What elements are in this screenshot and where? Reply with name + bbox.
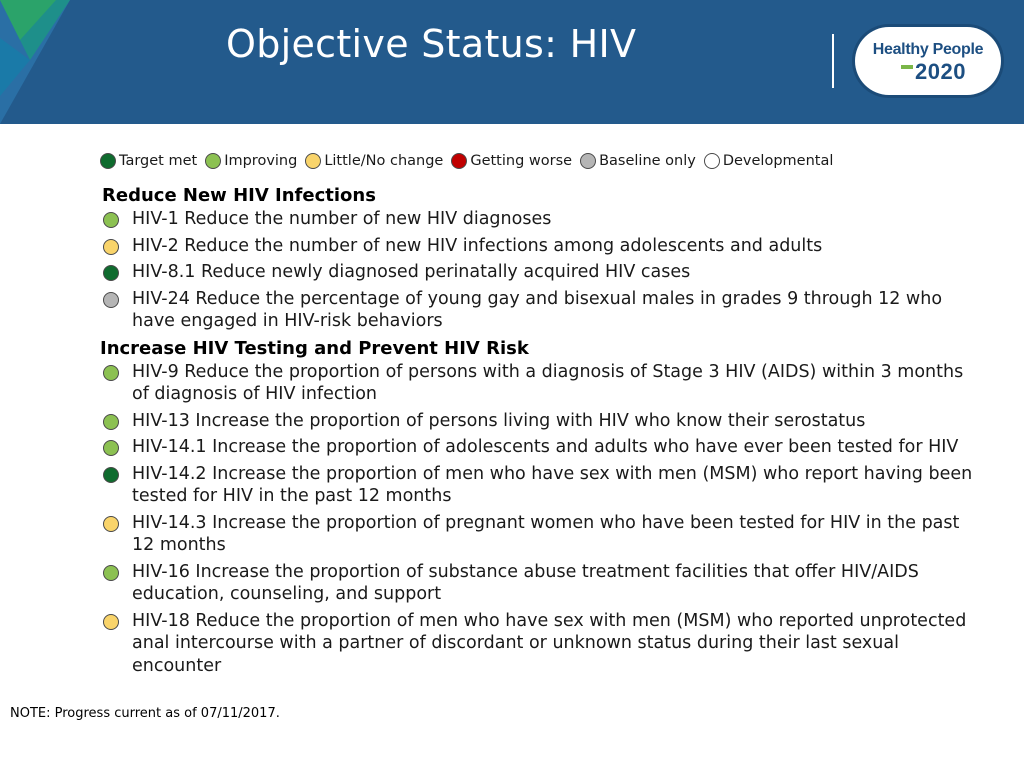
objective-item — [100, 512, 980, 557]
status-dot-icon — [103, 292, 119, 308]
legend-label: Baseline only — [599, 153, 696, 169]
legend-label: Developmental — [722, 153, 834, 169]
legend-item-baseline-only — [580, 153, 696, 169]
status-legend — [100, 150, 841, 172]
legend-item-developmental — [704, 153, 834, 169]
status-dot-icon — [305, 153, 321, 169]
status-dot-icon — [451, 153, 467, 169]
objective-text: HIV-24 Reduce the percentage of young gay and bisexual males in grades 9 through 12 who have engaged in HIV-risk behaviors — [132, 288, 943, 331]
objective-item — [100, 436, 980, 459]
status-dot-icon — [103, 212, 119, 228]
legend-label: Target met — [119, 153, 198, 169]
objective-item — [100, 463, 980, 508]
section-title: Increase HIV Testing and Prevent HIV Risk — [100, 337, 529, 359]
legend-item-target-met — [100, 153, 197, 169]
objective-item — [100, 261, 980, 284]
status-dot-icon — [103, 467, 119, 483]
objective-text: HIV-14.2 Increase the proportion of men who have sex with men (MSM) who report having been tested for HIV in the past 12 months — [132, 463, 973, 506]
status-dot-icon — [103, 239, 119, 255]
status-dot-icon — [580, 153, 596, 169]
status-dot-icon — [100, 153, 116, 169]
objective-text: HIV-14.3 Increase the proportion of pregnant women who have been tested for HIV in the past 12 months — [132, 512, 960, 555]
header-divider — [832, 34, 834, 88]
logo-accent-bar — [901, 65, 913, 69]
objective-text: HIV-9 Reduce the proportion of persons with a diagnosis of Stage 3 HIV (AIDS) within 3 months of diagnosis of HIV infection — [132, 361, 964, 404]
slide-header — [0, 0, 1024, 124]
status-dot-icon — [103, 516, 119, 532]
page-title: Objective Status: HIV — [226, 22, 637, 66]
legend-label: Little/No change — [324, 153, 444, 169]
logo-text: Healthy People — [872, 41, 984, 58]
progress-note: NOTE: Progress current as of 07/11/2017. — [10, 706, 280, 721]
objective-item — [100, 288, 980, 333]
objective-item — [100, 410, 980, 433]
status-dot-icon — [103, 265, 119, 281]
status-dot-icon — [205, 153, 221, 169]
objective-text: HIV-13 Increase the proportion of persons living with HIV who know their serostatus — [132, 410, 866, 431]
legend-label: Getting worse — [470, 153, 573, 169]
status-dot-icon — [103, 365, 119, 381]
legend-item-little-change — [305, 153, 443, 169]
status-dot-icon — [103, 614, 119, 630]
status-dot-icon — [103, 565, 119, 581]
objective-item — [100, 610, 980, 678]
objective-item — [100, 208, 980, 231]
section-title: Reduce New HIV Infections — [102, 185, 376, 206]
objective-text: HIV-16 Increase the proportion of substance abuse treatment facilities that offer HIV/AIDS education, counseling, and support — [132, 561, 919, 604]
objective-item — [100, 361, 980, 406]
objective-text: HIV-8.1 Reduce newly diagnosed perinatally acquired HIV cases — [132, 262, 691, 282]
logo-year: 2020 — [915, 59, 966, 84]
status-dot-icon — [103, 414, 119, 430]
objective-item — [100, 235, 980, 258]
objective-text: HIV-18 Reduce the proportion of men who have sex with men (MSM) who reported unprotected anal intercourse with a partner of discordant or unknown status during their last sexual encounter — [132, 610, 967, 676]
status-dot-icon — [704, 153, 720, 169]
legend-item-getting-worse — [451, 153, 572, 169]
objective-text: HIV-1 Reduce the number of new HIV diagnoses — [132, 209, 552, 229]
objectives-content — [100, 184, 980, 681]
legend-item-improving — [205, 153, 297, 169]
objective-item — [100, 561, 980, 606]
legend-label: Improving — [224, 153, 298, 169]
objective-text: HIV-2 Reduce the number of new HIV infections among adolescents and adults — [132, 235, 823, 256]
objective-text: HIV-14.1 Increase the proportion of adolescents and adults who have ever been tested for HIV — [132, 437, 959, 457]
header-decoration — [0, 0, 80, 124]
status-dot-icon — [103, 440, 119, 456]
healthy-people-logo — [855, 27, 1001, 95]
